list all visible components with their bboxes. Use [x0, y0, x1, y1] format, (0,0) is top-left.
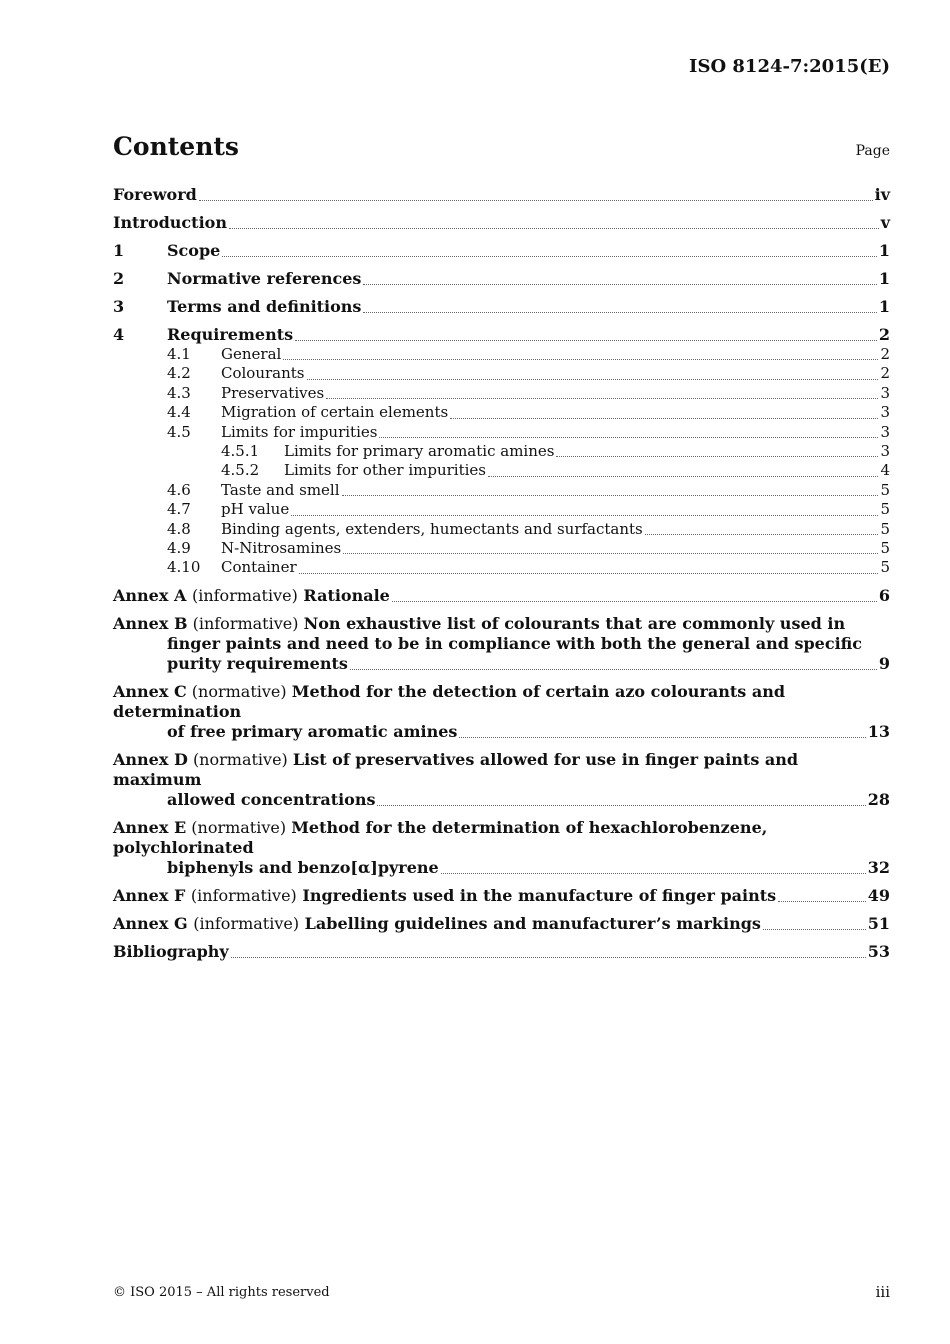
toc-annex-a[interactable]: [113, 586, 890, 606]
toc-entry-foreword[interactable]: [113, 185, 890, 205]
dot-leader: [326, 398, 878, 399]
toc-page: 2: [878, 325, 890, 344]
dot-leader: [488, 476, 878, 477]
annex-title: List of preservatives allowed for use in finger paints and maximum: [113, 749, 799, 789]
toc-page: 32: [867, 857, 890, 877]
annex-type: (informative): [193, 913, 300, 933]
annex-title: Labelling guidelines and manufacturer’s markings: [304, 913, 761, 933]
toc-page: 3: [880, 422, 890, 441]
toc-page: 51: [867, 913, 890, 933]
toc-number: 4.3: [167, 383, 191, 402]
annex-id: Annex C: [113, 681, 187, 701]
dot-leader: [450, 418, 878, 419]
annex-first-line: [113, 614, 890, 634]
page-number: iii: [875, 1283, 890, 1301]
page-title: Contents: [113, 132, 240, 161]
annex-title-last: biphenyls and benzo[α]pyrene: [167, 857, 439, 877]
toc-annex-b[interactable]: [113, 614, 890, 674]
table-of-contents: [113, 185, 890, 962]
toc-number: 4.1: [167, 345, 191, 363]
annex-type: (normative): [192, 749, 288, 769]
annex-title: Method for the determination of hexachlorobenzene, polychlorinated: [113, 817, 768, 857]
toc-annex-c[interactable]: [113, 682, 890, 742]
toc-label: Introduction: [113, 213, 227, 232]
toc-entry-bibliography[interactable]: [113, 942, 890, 962]
annex-title: Rationale: [303, 585, 390, 605]
toc-page: 2: [880, 345, 890, 363]
annex-title-line: finger paints and need to be in compliance with both the general and specific: [167, 633, 863, 653]
toc-annex-e[interactable]: [113, 818, 890, 878]
toc-number: 4.2: [167, 364, 191, 383]
toc-label: Limits for primary aromatic amines: [284, 442, 555, 461]
toc-page: 4: [880, 461, 890, 480]
toc-label: Normative references: [167, 269, 362, 288]
dot-leader: [778, 901, 866, 902]
toc-number: 4.10: [167, 558, 201, 577]
toc-page: 5: [880, 480, 890, 499]
toc-subentry-colourants[interactable]: [113, 364, 890, 383]
toc-label: Binding agents, extenders, humectants and surfactants: [221, 519, 643, 538]
toc-page: 5: [880, 558, 890, 577]
toc-subentry-n-nitrosamines[interactable]: [113, 539, 890, 558]
dot-leader: [379, 437, 878, 438]
toc-page: 5: [880, 539, 890, 558]
toc-label: Limits for impurities: [221, 422, 378, 441]
toc-page: 3: [880, 403, 890, 422]
dot-leader: [342, 495, 879, 496]
annex-type: (informative): [191, 585, 298, 605]
toc-label: pH value: [221, 500, 290, 519]
annex-heading: [113, 914, 761, 934]
toc-label: Terms and definitions: [167, 297, 362, 316]
annex-title-last: of free primary aromatic amines: [167, 721, 458, 741]
toc-annex-f[interactable]: [113, 886, 890, 906]
toc-subentry-container[interactable]: [113, 558, 890, 577]
annex-heading: [113, 886, 776, 906]
annex-title-last: allowed concentrations: [167, 789, 376, 809]
annex-title: Method for the detection of certain azo colourants and determination: [113, 681, 786, 721]
toc-number: 4.5.2: [221, 461, 260, 480]
toc-label: General: [221, 345, 282, 363]
annex-type: (normative): [191, 681, 287, 701]
toc-label: Preservatives: [221, 383, 325, 402]
toc-subentry-taste-smell[interactable]: [113, 481, 890, 500]
dot-leader: [363, 312, 876, 313]
toc-page: 6: [878, 585, 890, 605]
toc-number: 4.8: [167, 519, 191, 538]
toc-page: 49: [867, 885, 890, 905]
toc-page: 2: [880, 364, 890, 383]
toc-subentry-binding-agents[interactable]: [113, 520, 890, 539]
copyright-notice: © ISO 2015 – All rights reserved: [113, 1285, 330, 1300]
dot-leader: [199, 200, 873, 201]
toc-number: 4.9: [167, 539, 191, 558]
toc-number: 3: [113, 297, 125, 316]
dot-leader: [441, 873, 866, 874]
toc-label: Foreword: [113, 185, 197, 204]
toc-number: 4.7: [167, 500, 191, 519]
annex-type: (informative): [190, 885, 297, 905]
toc-number: 4.4: [167, 403, 191, 422]
toc-entry-requirements[interactable]: [113, 325, 890, 345]
annex-title: Non exhaustive list of colourants that are commonly used in: [303, 613, 846, 633]
toc-page: 1: [878, 241, 890, 260]
annex-id: Annex F: [113, 885, 186, 905]
dot-leader: [299, 573, 879, 574]
dot-leader: [283, 359, 878, 360]
annex-first-line: [113, 818, 890, 858]
toc-label: Colourants: [221, 364, 305, 383]
toc-page: iv: [874, 185, 890, 204]
annex-id: Annex B: [113, 613, 188, 633]
toc-number: 2: [113, 269, 125, 288]
toc-page: 3: [880, 442, 890, 461]
toc-label: Scope: [167, 241, 221, 260]
toc-page: 3: [880, 383, 890, 402]
document-id: ISO 8124-7:2015(E): [689, 56, 890, 77]
page-column-label: Page: [855, 143, 890, 159]
dot-leader: [229, 228, 879, 229]
dot-leader: [295, 340, 877, 341]
toc-number: 4.5: [167, 422, 191, 441]
toc-subentry-preservatives[interactable]: [113, 384, 890, 403]
dot-leader: [350, 669, 877, 670]
toc-annex-g[interactable]: [113, 914, 890, 934]
toc-page: 1: [878, 297, 890, 316]
dot-leader: [231, 957, 866, 958]
toc-label: Bibliography: [113, 941, 229, 961]
toc-page: 5: [880, 519, 890, 538]
annex-first-line: [113, 750, 890, 790]
toc-number: 4: [113, 325, 125, 344]
toc-label: Migration of certain elements: [221, 403, 449, 422]
dot-leader: [556, 456, 878, 457]
toc-entry-terms[interactable]: [113, 297, 890, 317]
toc-page: 53: [867, 941, 890, 961]
toc-subentry-ph-value[interactable]: [113, 500, 890, 519]
annex-id: Annex G: [113, 913, 188, 933]
toc-page: v: [880, 213, 890, 232]
dot-leader: [392, 601, 877, 602]
toc-number: 4.5.1: [221, 442, 260, 461]
annex-type: (normative): [191, 817, 287, 837]
toc-subentry-general[interactable]: [113, 345, 890, 364]
toc-entry-introduction[interactable]: [113, 213, 890, 233]
annex-id: Annex A: [113, 585, 187, 605]
dot-leader: [222, 256, 877, 257]
toc-label: Taste and smell: [221, 480, 340, 499]
toc-page: 1: [878, 269, 890, 288]
dot-leader: [343, 553, 878, 554]
toc-label: Requirements: [167, 325, 294, 344]
dot-leader: [459, 737, 865, 738]
annex-title-last: purity requirements: [167, 653, 348, 673]
toc-subentry-other-impurities[interactable]: [113, 461, 890, 480]
toc-subentry-primary-amines[interactable]: [113, 442, 890, 461]
toc-subentry-migration[interactable]: [113, 403, 890, 422]
toc-subentry-limits-impurities[interactable]: [113, 423, 890, 442]
toc-number: 4.6: [167, 480, 191, 499]
dot-leader: [763, 929, 866, 930]
toc-page: 5: [880, 500, 890, 519]
annex-heading: [113, 586, 390, 606]
toc-label: N-Nitrosamines: [221, 539, 342, 558]
annex-id: Annex E: [113, 817, 187, 837]
annex-type: (informative): [192, 613, 299, 633]
toc-page: 28: [867, 789, 890, 809]
annex-title: Ingredients used in the manufacture of finger paints: [302, 885, 777, 905]
toc-label: Limits for other impurities: [284, 461, 486, 480]
dot-leader: [363, 284, 876, 285]
toc-entry-scope[interactable]: [113, 241, 890, 261]
dot-leader: [377, 805, 865, 806]
dot-leader: [307, 379, 879, 380]
annex-id: Annex D: [113, 749, 188, 769]
toc-number: 1: [113, 241, 125, 260]
toc-page: 13: [867, 721, 890, 741]
toc-annex-d[interactable]: [113, 750, 890, 810]
toc-page: 9: [878, 653, 890, 673]
dot-leader: [291, 515, 878, 516]
toc-entry-normative-references[interactable]: [113, 269, 890, 289]
toc-label: Container: [221, 558, 297, 577]
annex-first-line: [113, 682, 890, 722]
dot-leader: [645, 534, 879, 535]
